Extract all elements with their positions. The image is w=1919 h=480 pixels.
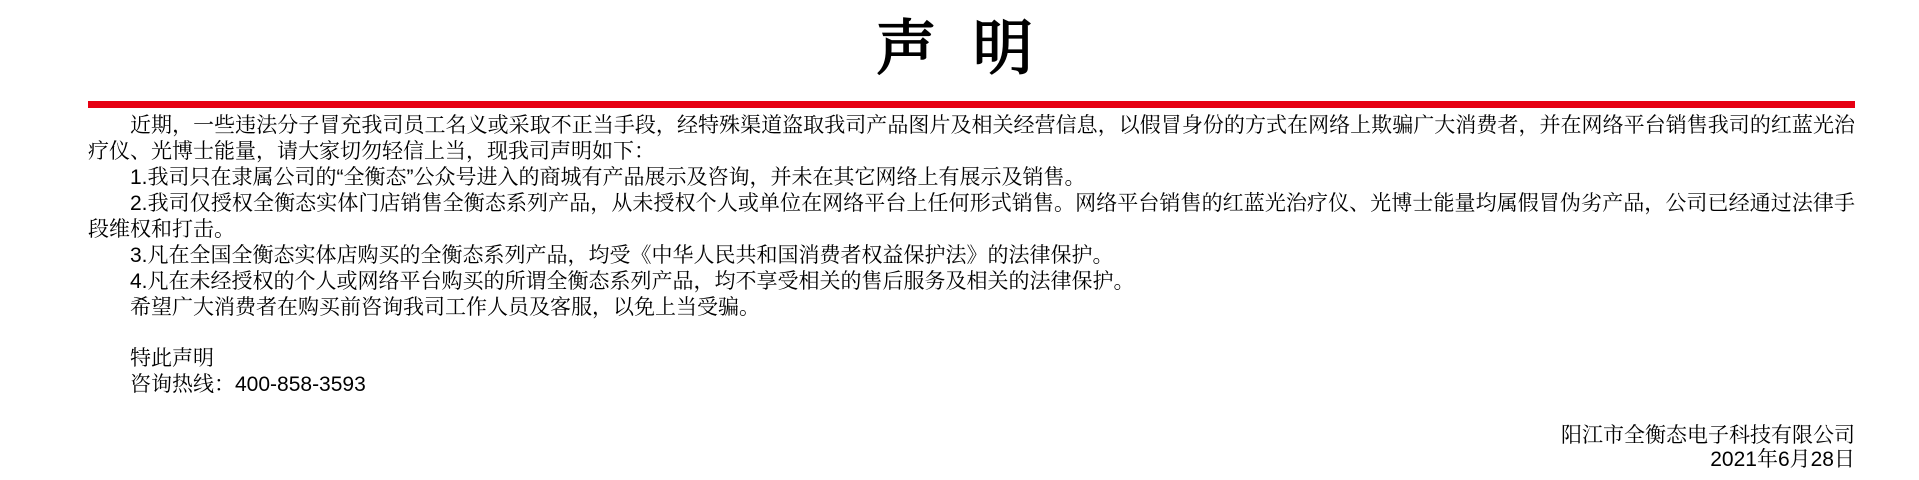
closing-paragraph: 希望广大消费者在购买前咨询我司工作人员及客服，以免上当受骗。: [130, 296, 760, 319]
statement-item-4: 4.凡在未经授权的个人或网络平台购买的所谓全衡态系列产品，均不享受相关的售后服务及相关的法律保护。: [130, 270, 1135, 293]
hotline-number: 400-858-3593: [235, 373, 366, 396]
statement-item-1: 1.我司只在隶属公司的“全衡态”公众号进入的商城有产品展示及咨询，并未在其它网络上有展示及销售。: [130, 166, 1086, 189]
intro-paragraph: 近期，一些违法分子冒充我司员工名义或采取不正当手段，经特殊渠道盗取我司产品图片及相关经营信息，以假冒身份的方式在网络上欺骗广大消费者，并在网络平台销售我司的红蓝光治疗仪、光博士能量，请大家切勿轻信上当，现我司声明如下：: [88, 114, 1855, 163]
hotline-label: 咨询热线：: [130, 373, 235, 396]
title-divider-rule: [88, 101, 1855, 108]
signature-block: [1561, 424, 1855, 472]
statement-body: [88, 113, 1855, 321]
page-title: 声 明: [876, 15, 1043, 82]
company-name: 阳江市全衡态电子科技有限公司: [1561, 424, 1855, 447]
statement-item-2: 2.我司仅授权全衡态实体门店销售全衡态系列产品，从未授权个人或单位在网络平台上任何形式销售。网络平台销售的红蓝光治疗仪、光博士能量均属假冒伪劣产品，公司已经通过法律手段维权和打击。: [88, 192, 1855, 241]
hotline-line: [88, 372, 1855, 398]
footer-block: [88, 346, 1855, 398]
signature-date: 2021年6月28日: [1710, 448, 1855, 471]
statement-item-3: 3.凡在全国全衡态实体店购买的全衡态系列产品，均受《中华人民共和国消费者权益保护法》的法律保护。: [130, 244, 1114, 267]
hereby-declare-text: 特此声明: [130, 347, 214, 370]
